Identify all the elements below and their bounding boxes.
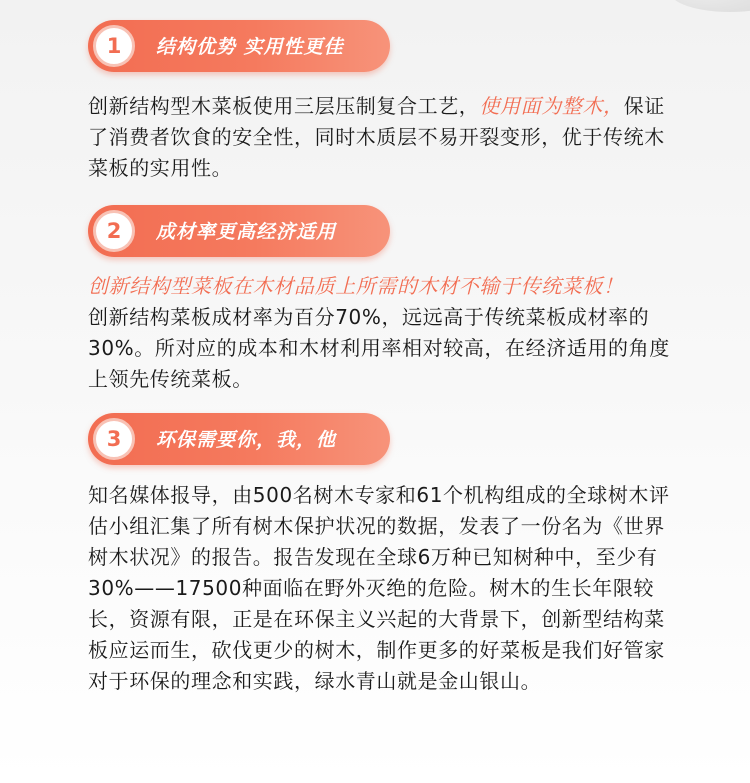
section-2-body <box>88 271 688 395</box>
section-2-number: 2 <box>106 219 122 243</box>
section-1-body-rest: 保证了消费者饮食的安全性，同时木质层不易开裂变形，优于传统木菜板的实用性。 <box>88 94 665 180</box>
section-1-header <box>88 20 390 72</box>
section-1-title: 结构优势 实用性更佳 <box>156 36 344 58</box>
section-3-number: 3 <box>106 427 122 451</box>
section-3-header <box>88 413 390 465</box>
section-2-title: 成材率更高经济适用 <box>156 221 337 243</box>
section-3-body <box>88 480 678 697</box>
section-3-number-badge <box>93 418 135 460</box>
section-1-number-badge <box>93 25 135 67</box>
section-2-body-text: 创新结构菜板成材率为百分70%，远远高于传统菜板成材率的30%。所对应的成本和木材利用率相对较高，在经济适用的角度上领先传统菜板。 <box>88 305 670 391</box>
section-2-header <box>88 205 390 257</box>
section-1-body-highlight: 使用面为整木， <box>479 94 624 118</box>
section-1-body-plain: 创新结构型木菜板使用三层压制复合工艺， <box>88 94 480 118</box>
section-1-body <box>88 91 678 184</box>
section-1-number: 1 <box>106 34 122 58</box>
section-2-highlight-line: 创新结构型菜板在木材品质上所需的木材不输于传统菜板！ <box>88 274 624 298</box>
section-3-body-text: 知名媒体报导，由500名树木专家和61个机构组成的全球树木评估小组汇集了所有树木保护状况的数据，发表了一份名为《世界树木状况》的报告。报告发现在全球6万种已知树种中，至少有30%——17500种面临在野外灭绝的危险。树木的生长年限较长，资源有限，正是在环保主义兴起的大背景下，创新型结构菜板应运而生，砍伐更少的树木，制作更多的好菜板是我们好管家对于环保的理念和实践，绿水青山就是金山银山。 <box>88 483 670 693</box>
section-3-title: 环保需要你，我，他 <box>156 429 337 451</box>
section-2-number-badge <box>93 210 135 252</box>
corner-decoration <box>670 0 750 12</box>
